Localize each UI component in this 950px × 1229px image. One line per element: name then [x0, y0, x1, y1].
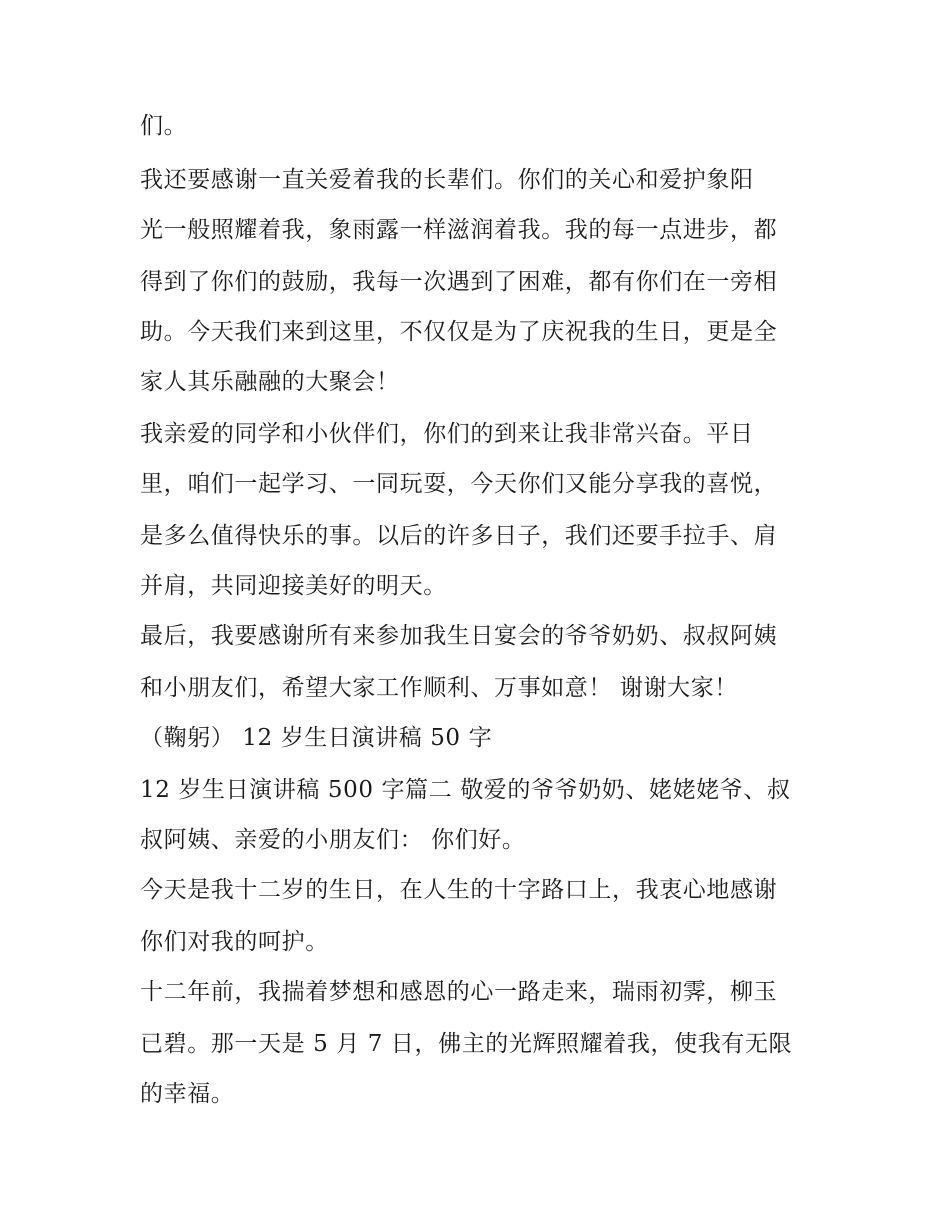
text-line: 助。今天我们来到这里，不仅仅是为了庆祝我的生日，更是全 [140, 319, 778, 345]
text-line: 你们对我的呵护。 [140, 929, 329, 955]
text-line: 家人其乐融融的大聚会！ [140, 369, 400, 395]
text-line: 们。 [140, 113, 188, 139]
text-line: 十二年前，我揣着梦想和感恩的心一路走来，瑞雨初霁，柳玉 [140, 979, 778, 1005]
text-line: 最后，我要感谢所有来参加我生日宴会的爷爷奶奶、叔叔阿姨 [140, 623, 778, 649]
text-line: 已碧。那一天是 5 月 7 日，佛主的光辉照耀着我，使我有无限 [140, 1031, 793, 1057]
text-line: 是多么值得快乐的事。以后的许多日子，我们还要手拉手、肩 [140, 523, 778, 549]
text-line: 得到了你们的鼓励，我每一次遇到了困难，都有你们在一旁相 [140, 269, 778, 295]
text-line: 我还要感谢一直关爱着我的长辈们。你们的关心和爱护象阳 [140, 167, 754, 193]
text-line: 和小朋友们，希望大家工作顺利、万事如意！ 谢谢大家！ [140, 675, 738, 701]
text-line: 里，咱们一起学习、一同玩耍，今天你们又能分享我的喜悦， [140, 471, 778, 497]
text-line: 我亲爱的同学和小伙伴们，你们的到来让我非常兴奋。平日 [140, 421, 754, 447]
text-line: 并肩，共同迎接美好的明天。 [140, 573, 447, 599]
text-line: 今天是我十二岁的生日，在人生的十字路口上，我衷心地感谢 [140, 877, 778, 903]
text-line: （鞠躬） 12 岁生日演讲稿 50 字 [140, 725, 493, 751]
text-line: 叔阿姨、亲爱的小朋友们： 你们好。 [140, 827, 526, 853]
text-line: 12 岁生日演讲稿 500 字篇二 敬爱的爷爷奶奶、姥姥姥爷、叔 [140, 777, 791, 803]
text-line: 光一般照耀着我，象雨露一样滋润着我。我的每一点进步，都 [140, 217, 778, 243]
text-line: 的幸福。 [140, 1081, 235, 1107]
